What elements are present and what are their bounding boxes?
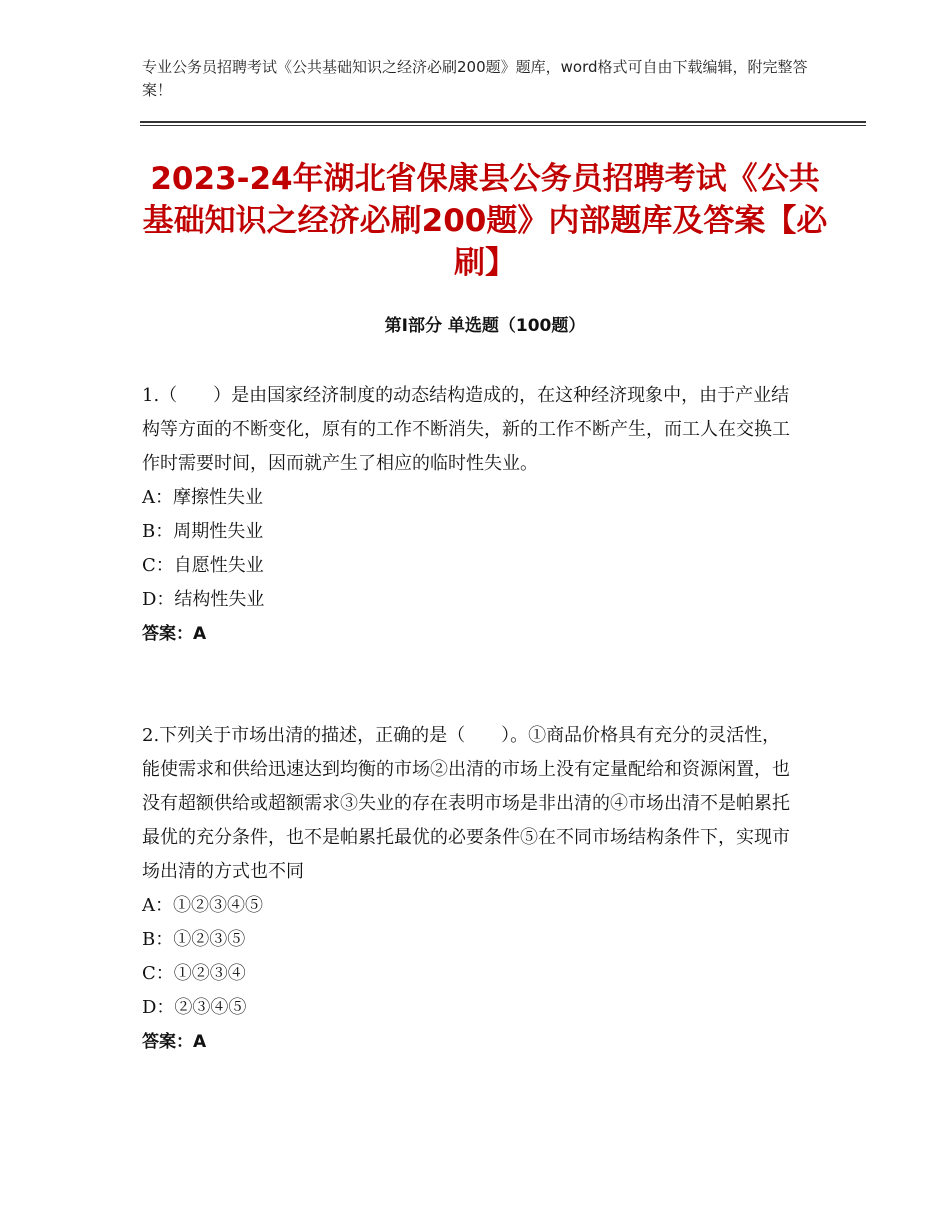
- answer-label: 答案：A: [142, 1032, 207, 1052]
- header-divider-thin: [140, 125, 866, 126]
- section-title: 第Ⅰ部分 单选题（100题）: [384, 316, 586, 336]
- option-b: B：周期性失业: [142, 521, 264, 542]
- question-stem: 2.下列关于市场出清的描述，正确的是（ ）。①商品价格具有充分的灵活性，能使需求和供给迅速达到均衡的市场②出清的市场上没有定量配给和资源闲置，也没有超额供给或超额需求③失业的存在表明市场是非出清的④市场出清不是帕累托最优的充分条件，也不是帕累托最优的必要条件⑤在不同市场结构条件下，实现市场出清的方式也不同: [142, 725, 790, 882]
- option-a: A：①②③④⑤: [142, 895, 263, 916]
- option-d: D：②③④⑤: [142, 997, 247, 1018]
- question-2: [142, 719, 797, 1059]
- option-a: A：摩擦性失业: [142, 487, 263, 508]
- question-1: [142, 379, 797, 651]
- option-d: D：结构性失业: [142, 589, 265, 610]
- document-title: 2023-24年湖北省保康县公务员招聘考试《公共基础知识之经济必刷200题》内部题库及答案【必刷】: [142, 161, 828, 281]
- answer-label: 答案：A: [142, 624, 207, 644]
- option-c: C：自愿性失业: [142, 555, 264, 576]
- header-divider-thick: [140, 121, 866, 123]
- option-c: C：①②③④: [142, 963, 246, 984]
- question-stem: 1.（ ）是由国家经济制度的动态结构造成的，在这种经济现象中，由于产业结构等方面的不断变化，原有的工作不断消失，新的工作不断产生，而工人在交换工作时需要时间，因而就产生了相应的临时性失业。: [142, 385, 790, 474]
- option-b: B：①②③⑤: [142, 929, 246, 950]
- header-note: 专业公务员招聘考试《公共基础知识之经济必刷200题》题库，word格式可自由下载编辑，附完整答案！: [142, 58, 808, 99]
